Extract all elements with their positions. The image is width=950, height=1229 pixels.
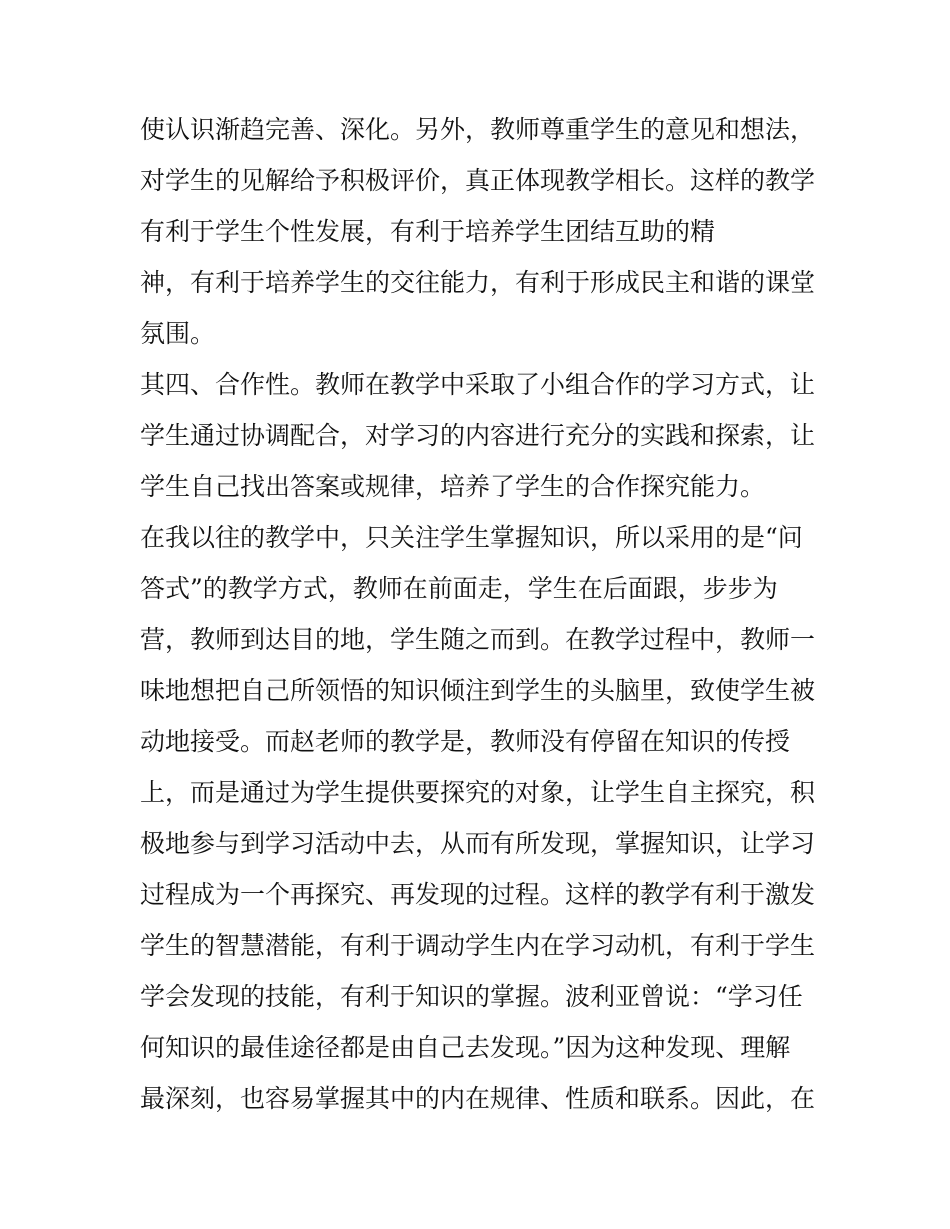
text-line-16: 过程成为一个再探究、再发现的过程。这样的教学有利于激发: [140, 880, 816, 909]
text-line-17: 学生的智慧潜能，有利于调动学生内在学习动机，有利于学生: [140, 931, 816, 960]
text-line-10: 答式”的教学方式，教师在前面走，学生在后面跟，步步为: [140, 574, 778, 603]
text-line-8: 学生自己找出答案或规律，培养了学生的合作探究能力。: [140, 472, 766, 501]
text-line-2: 对学生的见解给予积极评价，真正体现教学相长。这样的教学: [140, 166, 816, 195]
text-line-4: 神，有利于培养学生的交往能力，有利于形成民主和谐的课堂: [140, 268, 816, 297]
text-line-1: 使认识渐趋完善、深化。另外，教师尊重学生的意见和想法，: [140, 115, 816, 144]
text-line-19: 何知识的最佳途径都是由自己去发现。”因为这种发现、理解: [140, 1033, 791, 1062]
text-line-5: 氛围。: [140, 319, 216, 348]
text-line-20: 最深刻，也容易掌握其中的内在规律、性质和联系。因此，在: [140, 1084, 816, 1113]
text-line-7: 学生通过协调配合，对学习的内容进行充分的实践和探索，让: [140, 421, 816, 450]
text-line-12: 味地想把自己所领悟的知识倾注到学生的头脑里，致使学生被: [140, 676, 816, 705]
text-line-9: 在我以往的教学中，只关注学生掌握知识，所以采用的是“问: [140, 523, 803, 552]
body-text: [140, 104, 820, 1124]
text-line-11: 营，教师到达目的地，学生随之而到。在教学过程中，教师一: [140, 625, 816, 654]
text-line-14: 上，而是通过为学生提供要探究的对象，让学生自主探究，积: [140, 778, 816, 807]
text-line-15: 极地参与到学习活动中去，从而有所发现，掌握知识，让学习: [140, 829, 816, 858]
text-line-3: 有利于学生个性发展，有利于培养学生团结互助的精: [140, 217, 716, 246]
text-line-18: 学会发现的技能，有利于知识的掌握。波利亚曾说：“学习任: [140, 982, 803, 1011]
text-line-6: 其四、合作性。教师在教学中采取了小组合作的学习方式，让: [140, 370, 816, 399]
text-line-13: 动地接受。而赵老师的教学是，教师没有停留在知识的传授: [140, 727, 791, 756]
